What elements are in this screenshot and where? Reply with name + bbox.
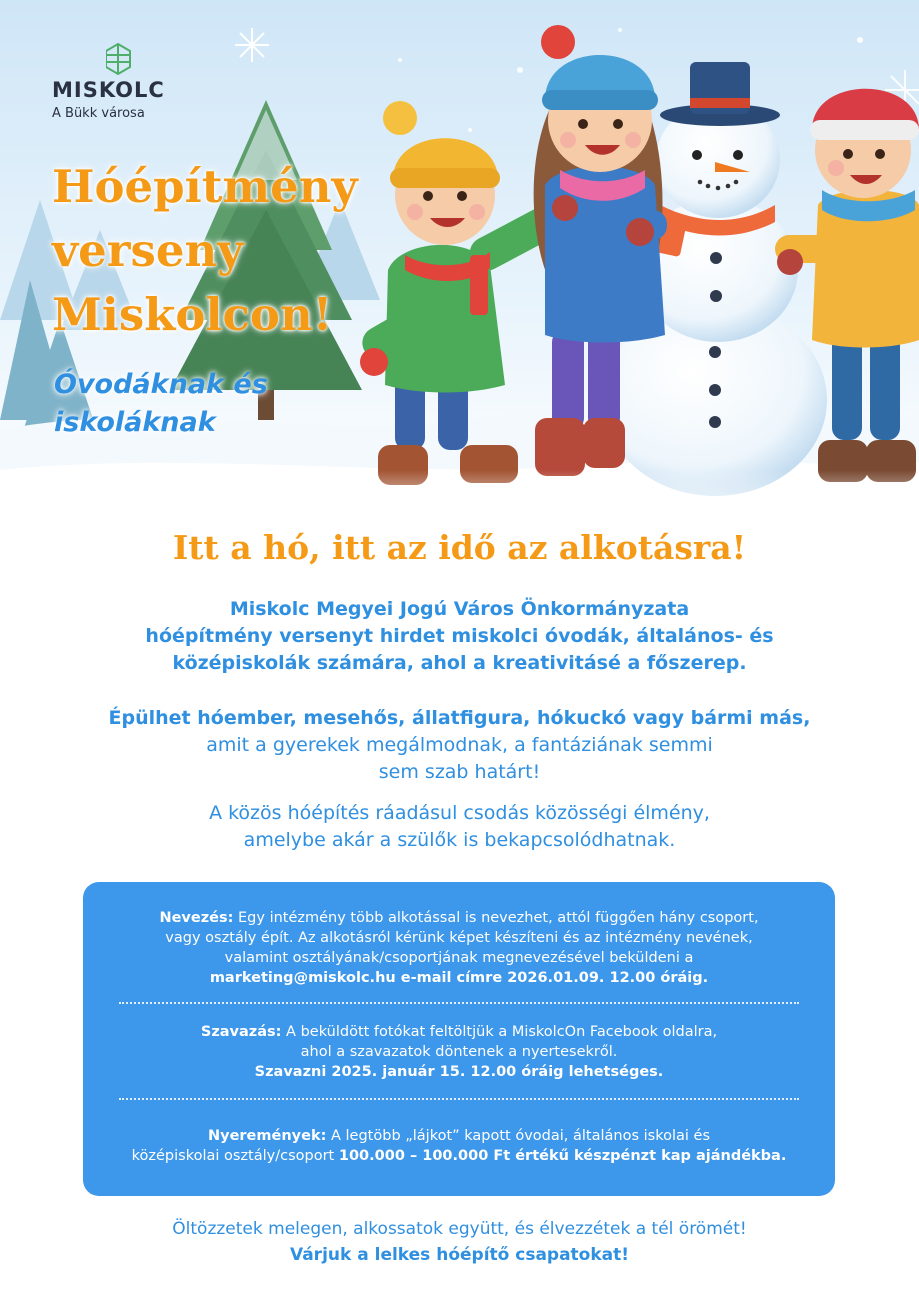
subtitle-line: Óvodáknak és — [54, 369, 268, 400]
ideas-line: amit a gyerekek megálmodnak, a fantáziának semmi — [206, 734, 713, 756]
community-line: amelybe akár a szülők is bekapcsolódhatnak. — [243, 829, 676, 851]
voting-text: ahol a szavazatok döntenek a nyertesekről. — [300, 1044, 618, 1060]
closing-bold-line: Várjuk a lelkes hóépítő csapatokat! — [289, 1245, 630, 1265]
title-line: Miskolcon! — [52, 288, 333, 341]
intro-line: középiskolák számára, ahol a kreativitásé a főszerep. — [172, 652, 747, 674]
prizes-section — [103, 1126, 815, 1166]
logo-leaf-icon — [106, 42, 186, 76]
hero-illustration — [0, 0, 919, 520]
ideas-paragraph — [40, 705, 879, 786]
logo-tagline: A Bükk városa — [52, 106, 145, 121]
community-line: A közös hóépítés ráadásul csodás közösségi élmény, — [209, 802, 710, 824]
info-box — [83, 882, 835, 1196]
headline: Itt a hó, itt az idő az alkotásra! — [172, 528, 747, 567]
voting-section — [103, 1022, 815, 1082]
main-title — [52, 155, 358, 347]
entry-label: Nevezés: — [159, 910, 234, 926]
subtitle — [54, 366, 268, 442]
dotted-divider — [119, 1002, 799, 1004]
subtitle-line: iskoláknak — [54, 407, 216, 438]
intro-line: hóépítmény versenyt hirdet miskolci óvodák, általános- és — [145, 625, 774, 647]
closing-text — [0, 1216, 919, 1268]
entry-deadline: marketing@miskolc.hu e-mail címre 2026.01.09. 12.00 óráig. — [209, 970, 709, 986]
title-line: verseny — [52, 224, 244, 277]
community-paragraph — [40, 800, 879, 854]
dotted-divider — [119, 1098, 799, 1100]
closing-line: Öltözzetek melegen, alkossatok együtt, és élvezzétek a tél örömét! — [172, 1219, 747, 1239]
prizes-text: középiskolai osztály/csoport — [131, 1148, 339, 1164]
intro-paragraph — [40, 596, 879, 677]
logo-name: MISKOLC — [52, 78, 165, 102]
prizes-text: A legtöbb „lájkot” kapott óvodai, általános iskolai és — [326, 1128, 710, 1144]
entry-text: Egy intézmény több alkotással is nevezhet, attól függően hány csoport, — [233, 910, 759, 926]
ideas-line: sem szab határt! — [378, 761, 541, 783]
voting-deadline: Szavazni 2025. január 15. 12.00 óráig lehetséges. — [254, 1064, 664, 1080]
entry-text: vagy osztály épít. Az alkotásról kérünk képet készíteni és az intézmény nevének, — [165, 930, 753, 946]
entry-text: valamint osztályának/csoportjának megnevezésével beküldeni a — [224, 950, 694, 966]
intro-line: Miskolc Megyei Jogú Város Önkormányzata — [229, 598, 690, 620]
entry-section — [103, 908, 815, 988]
snowflake-icon — [235, 28, 269, 62]
title-line: Hóépítmény — [52, 160, 358, 213]
voting-label: Szavazás: — [200, 1024, 282, 1040]
ideas-bold-line: Épülhet hóember, mesehős, állatfigura, hókuckó vagy bármi más, — [108, 707, 811, 729]
prizes-amount: 100.000 – 100.000 Ft értékű készpénzt kap ajándékba. — [338, 1148, 787, 1164]
voting-text: A beküldött fotókat feltöltjük a MiskolcOn Facebook oldalra, — [281, 1024, 718, 1040]
prizes-label: Nyeremények: — [207, 1128, 327, 1144]
